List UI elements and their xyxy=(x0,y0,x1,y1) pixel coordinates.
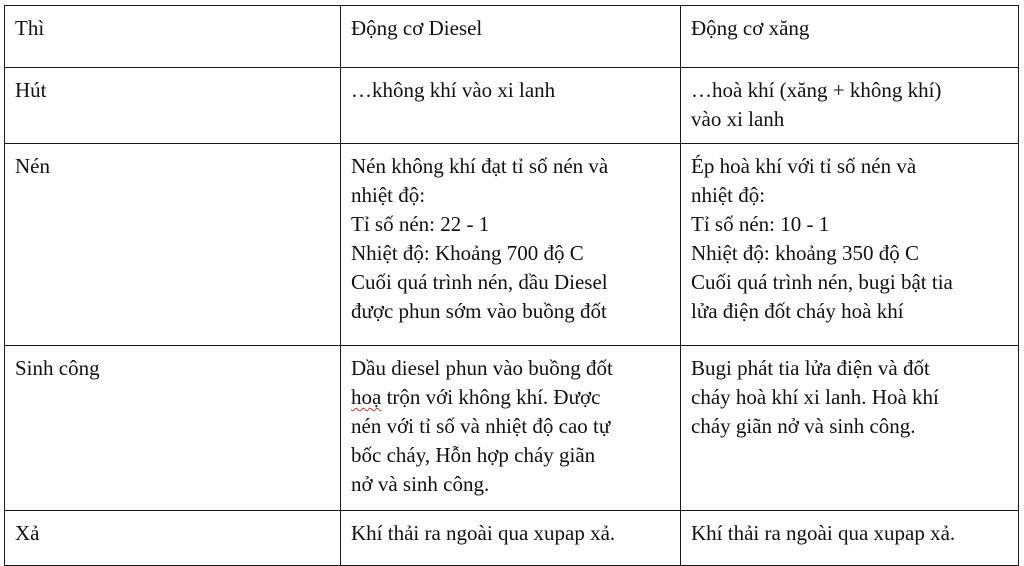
cell-text-line: Nhiệt độ: khoảng 350 độ C xyxy=(691,241,920,265)
header-label: Động cơ xăng xyxy=(691,16,810,40)
diesel-cell xyxy=(341,511,681,566)
header-label: Động cơ Diesel xyxy=(351,16,483,40)
stroke-name: Nén xyxy=(15,154,50,178)
header-cell-diesel xyxy=(341,6,681,68)
cell-text-line: nở và sinh công. xyxy=(351,472,490,496)
gasoline-cell xyxy=(681,144,1019,346)
diesel-cell xyxy=(341,346,681,511)
header-cell-gasoline xyxy=(681,6,1019,68)
cell-text-line: Bugi phát tia lửa điện và đốt xyxy=(691,356,930,380)
cell-text-line: cháy hoà khí xi lanh. Hoà khí xyxy=(691,385,939,409)
cell-text-line: …không khí vào xi lanh xyxy=(351,78,556,102)
cell-text-line: Nén không khí đạt tỉ số nén và xyxy=(351,154,609,178)
table-row-exhaust xyxy=(5,511,1019,566)
cell-text-line: cháy giãn nở và sinh công. xyxy=(691,414,916,438)
gasoline-cell xyxy=(681,511,1019,566)
table-row-compression xyxy=(5,144,1019,346)
cell-text-line: Cuối quá trình nén, bugi bật tia xyxy=(691,270,953,294)
cell-text-line: Cuối quá trình nén, dầu Diesel xyxy=(351,270,608,294)
cell-text-line: Tỉ số nén: 10 - 1 xyxy=(691,212,830,236)
cell-text-line: bốc cháy, Hỗn hợp cháy giãn xyxy=(351,443,596,467)
gasoline-cell xyxy=(681,68,1019,144)
cell-text-line: Nhiệt độ: Khoảng 700 độ C xyxy=(351,241,584,265)
cell-text-line: Tỉ số nén: 22 - 1 xyxy=(351,212,490,236)
cell-text-line: được phun sớm vào buồng đốt xyxy=(351,299,607,323)
cell-text-line: nén với tỉ số và nhiệt độ cao tự xyxy=(351,414,611,438)
cell-text-line: Ép hoà khí với tỉ số nén và xyxy=(691,154,917,178)
stroke-cell xyxy=(5,144,341,346)
cell-text-line: Khí thải ra ngoài qua xupap xả. xyxy=(351,521,616,545)
cell-text-line: …hoà khí (xăng + không khí) xyxy=(691,78,942,102)
cell-text-line: lửa điện đốt cháy hoà khí xyxy=(691,299,904,323)
diesel-cell xyxy=(341,144,681,346)
comparison-table xyxy=(4,5,1019,566)
gasoline-cell xyxy=(681,346,1019,511)
spellcheck-flagged-word[interactable]: hoạ xyxy=(351,385,382,409)
cell-text-line: nhiệt độ: xyxy=(351,183,426,207)
stroke-cell xyxy=(5,511,341,566)
cell-text-line: nhiệt độ: xyxy=(691,183,766,207)
cell-text-line: vào xi lanh xyxy=(691,107,785,131)
diesel-cell xyxy=(341,68,681,144)
header-cell-stroke xyxy=(5,6,341,68)
header-label: Thì xyxy=(15,16,45,40)
table-row-power xyxy=(5,346,1019,511)
cell-text-line xyxy=(351,383,670,412)
cell-text-line: Khí thải ra ngoài qua xupap xả. xyxy=(691,521,956,545)
cell-text-line: Dầu diesel phun vào buồng đốt xyxy=(351,356,613,380)
header-row xyxy=(5,6,1019,68)
table-row-intake xyxy=(5,68,1019,144)
stroke-name: Xả xyxy=(15,521,40,545)
stroke-cell xyxy=(5,68,341,144)
stroke-cell xyxy=(5,346,341,511)
stroke-name: Sinh công xyxy=(15,356,100,380)
cell-text-fragment: trộn với không khí. Được xyxy=(381,385,601,409)
stroke-name: Hút xyxy=(15,78,47,102)
